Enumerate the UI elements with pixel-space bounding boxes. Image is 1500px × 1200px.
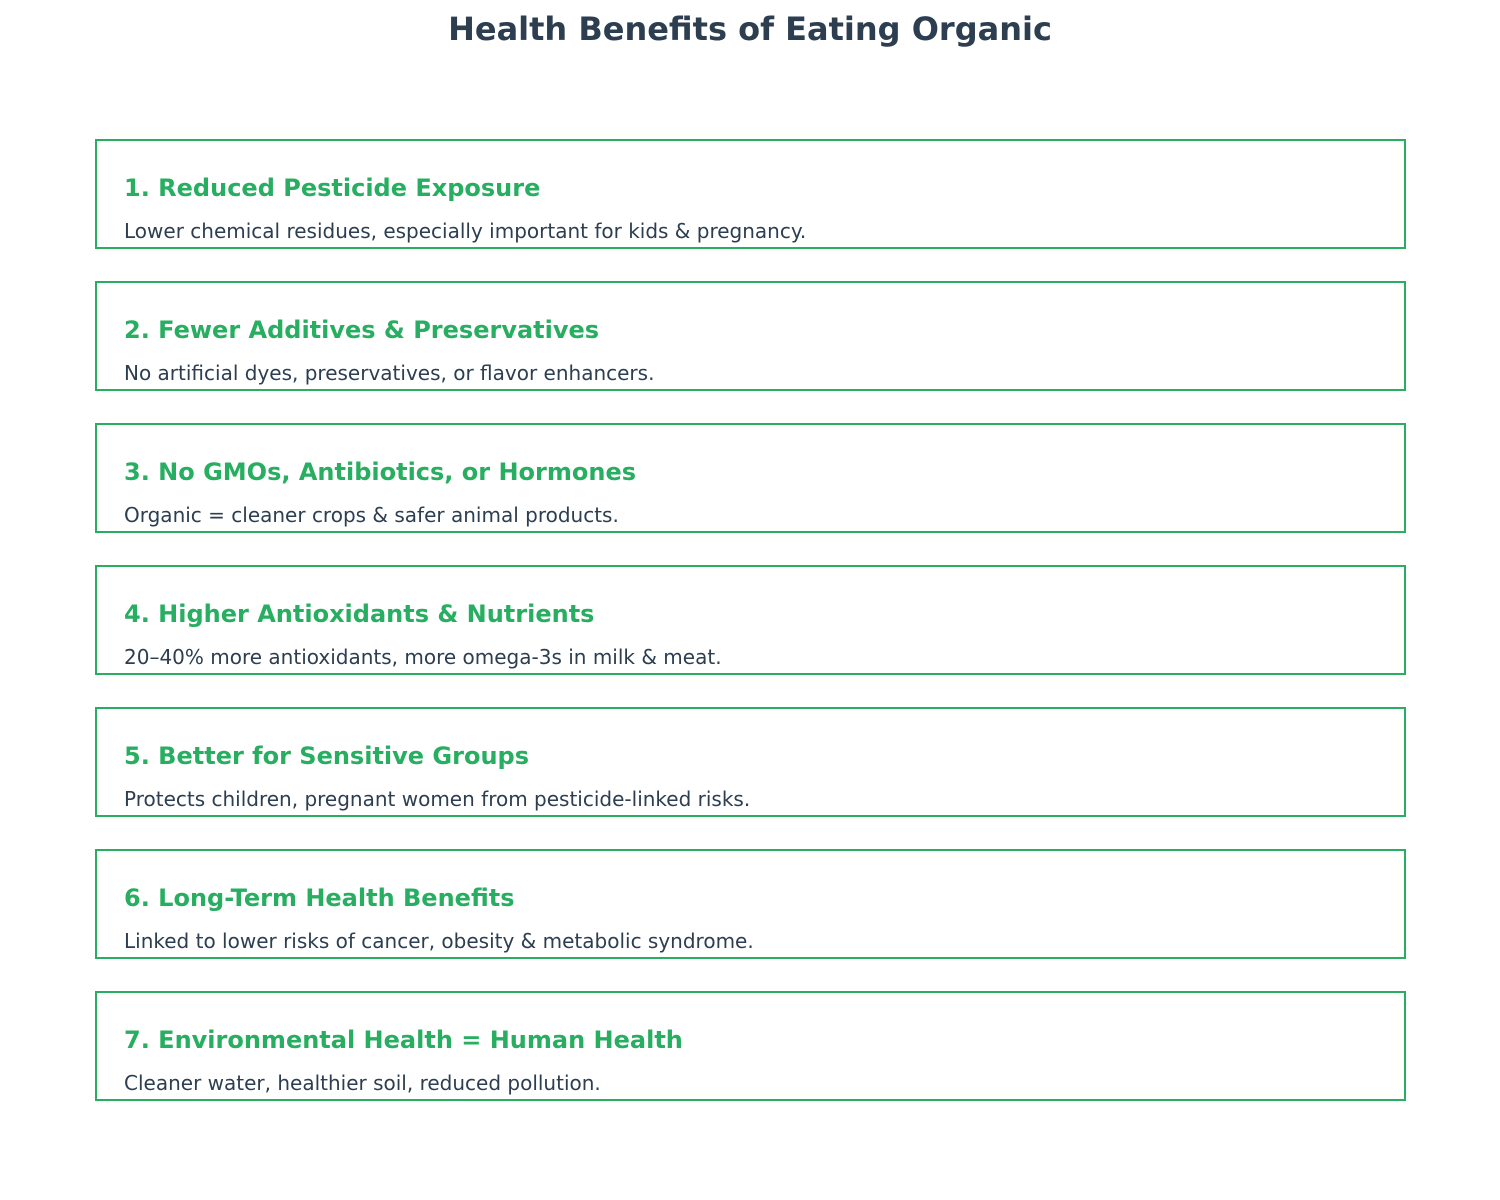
benefit-card-5 — [95, 707, 1406, 817]
benefit-heading: 5. Better for Sensitive Groups — [124, 742, 529, 770]
benefit-card-3 — [95, 423, 1406, 533]
benefit-description: Linked to lower risks of cancer, obesity & metabolic syndrome. — [124, 929, 754, 953]
benefit-description: Cleaner water, healthier soil, reduced pollution. — [124, 1071, 601, 1095]
benefit-description: Lower chemical residues, especially important for kids & pregnancy. — [124, 219, 807, 243]
benefit-card-4 — [95, 565, 1406, 675]
benefit-description: 20–40% more antioxidants, more omega-3s in milk & meat. — [124, 645, 722, 669]
benefit-card-6 — [95, 849, 1406, 959]
benefit-heading: 1. Reduced Pesticide Exposure — [124, 174, 541, 202]
benefit-list — [95, 139, 1406, 1133]
benefit-heading: 4. Higher Antioxidants & Nutrients — [124, 600, 595, 628]
benefit-heading: 7. Environmental Health = Human Health — [124, 1026, 683, 1054]
benefit-description: Organic = cleaner crops & safer animal products. — [124, 503, 619, 527]
page-title: Health Benefits of Eating Organic — [448, 10, 1052, 48]
benefit-heading: 2. Fewer Additives & Preservatives — [124, 316, 600, 344]
benefit-heading: 6. Long-Term Health Benefits — [124, 884, 515, 912]
benefit-heading: 3. No GMOs, Antibiotics, or Hormones — [124, 458, 637, 486]
benefit-card-1 — [95, 139, 1406, 249]
benefit-description: Protects children, pregnant women from pesticide-linked risks. — [124, 787, 751, 811]
benefit-description: No artificial dyes, preservatives, or flavor enhancers. — [124, 361, 655, 385]
benefit-card-2 — [95, 281, 1406, 391]
benefit-card-7 — [95, 991, 1406, 1101]
